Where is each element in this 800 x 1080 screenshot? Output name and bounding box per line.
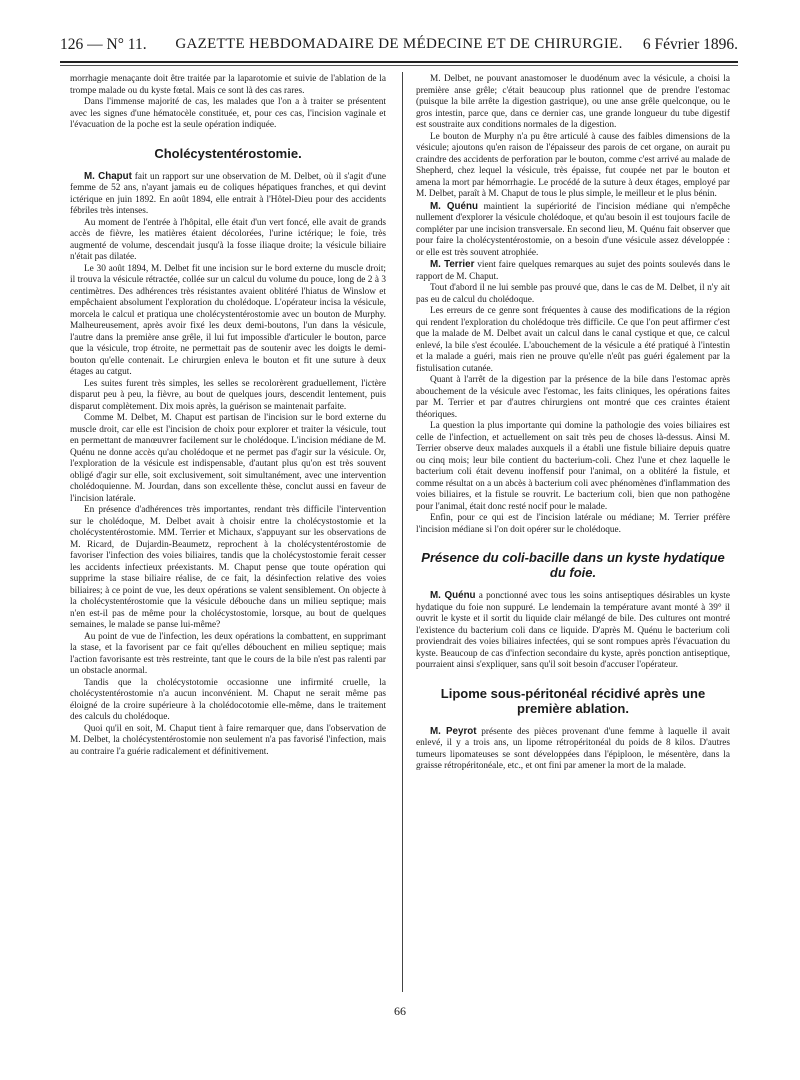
paragraph: M. Peyrot présente des pièces provenant d'une femme à laquelle il avait enlevé, il y a trois ans, un lipome rétropéritonéal du poids de 8 kilos. D'autres tumeurs lipomateuses se sont développées dans l'épiploon, le mésentère, dans la graisse rétropéritonéale, etc., et ont fini par amener la mort de la malade. xyxy=(416,725,730,771)
section-heading: Lipome sous-péritonéal récidivé après une première ablation. xyxy=(440,685,706,716)
section-heading: Présence du coli-bacille dans un kyste hydatique du foie. xyxy=(421,550,725,580)
paragraph: Le 30 août 1894, M. Delbet fit une incision sur le bord externe du muscle droit; il trouva la vésicule rétractée, collée sur un calcul du volume du pouce, long de 2 à 3 centimètres. Des adhérences très résistantes avaient oblitéré l'hiatus de Winslow et empêchaient absolument l'exploration du cholédoque. L'opérateur incisa la vésicule, morcela le calcul et pratiqua une cholécystentérostomie avec un bouton de Murphy. Malheureusement, après avoir fixé les deux demi-boutons, l'un dans la vésicule, l'autre dans la première anse grêle, il lui fut impossible d'articuler le bouton, parce que la vésicule, trop étroite, ne permettait pas de soutenir avec les doigts le demi-bouton qu'elle contenait. Le chirurgien enleva le bouton et fit une suture à deux étages au catgut. xyxy=(70,263,386,377)
right-column xyxy=(416,74,730,1024)
speaker-name: M. Peyrot xyxy=(430,725,477,737)
paragraph: Tandis que la cholécystotomie occasionne une infirmité cruelle, la cholécystentérostomie n'a aucun inconvénient. M. Chaput ne serait même pas éloigné de la croire supérieure à la cholédocotomie elle-même, dans le traitement des calculs du cholédoque. xyxy=(70,677,386,722)
paragraph: La question la plus importante qui domine la pathologie des voies biliaires est celle de l'infection, et actuellement on sait très peu de choses là-dessus. Ainsi M. Terrier observe deux malades auxquels il a établi une fistule biliaire depuis quatre ou cinq mois; leur bile contient du bacterium-coli. Chez l'une et chez laquelle le bacterium coli était devenu inoffensif pour l'animal, on a oblitéré la fistule, et comme résultat on a un abcès à bacterium coli avec phénomènes d'inflammation des voies biliaires, et la fistule se rouvrit. Le bacterium coli, bien que non pathogène pour l'animal, était donc resté nocif pour le malade. xyxy=(416,421,730,512)
speaker-name: M. Terrier xyxy=(430,259,475,270)
paragraph: Au point de vue de l'infection, les deux opérations la combattent, en supprimant la stase, et la favorisent par ce fait qu'elles débouchent en milieu septique; mais l'action favorisante est très restreinte, tant que le cours de la bile n'est pas ralenti par un obstacle anormal. xyxy=(70,631,386,676)
left-column xyxy=(70,74,386,1024)
paragraph: Les erreurs de ce genre sont fréquentes à cause des modifications de la région qui rendent l'exploration du cholédoque très difficile. Ce que l'on peut affirmer c'est que la malade de M. Delbet avait un calcul dans le canal cystique et que, ce calcul enlevé, la bile s'est écoulée. L'abouchement de la vésicule a été pratiqué à l'intestin et la malade a guéri, mais rien ne prouve qu'elle n'eût pas guéri également par la fistulisation cutanée. xyxy=(416,306,730,374)
paragraph: Tout d'abord il ne lui semble pas prouvé que, dans le cas de M. Delbet, il n'y ait pas eu de calcul du cholédoque. xyxy=(416,283,730,305)
column-divider xyxy=(402,72,403,992)
paragraph: En présence d'adhérences très importantes, rendant très difficile l'intervention sur le cholédoque, M. Delbet avait à choisir entre la cholécystostomie et la cholécystentérostomie. MM. Terrier et Michaux, s'appuyant sur les observations de M. Ricard, de Dujardin-Beaumetz, reprochent à la cholécystentérostomie de favoriser l'infection des voies biliaires, tandis que la cholécystostomie ferait cesser les accidents infectieux préexistants. M. Chaput pense que toute opération qui supprime la stase biliaire réalise, de ce fait, la désinfection relative des voies biliaires; à ce point de vue, les deux opérations se valent sensiblement. On objecte à la cholécystentérostomie que la vésicule débouche dans un milieu septique; mais n'en est-il pas de même pour la cholécystostomie, lorsque, au bout de quelques semaines, le malade se panse lui-même? xyxy=(70,505,386,630)
paragraph: morrhagie menaçante doit être traitée par la laparotomie et suivie de l'ablation de la trompe malade ou du kyste fœtal. Mais ce sont là des cas rares. xyxy=(70,74,386,96)
paragraph: Quant à l'arrêt de la digestion par la présence de la bile dans l'estomac après abouchement de la vésicule avec l'estomac, les faits cliniques, les opérations faites par M. Terrier et par d'autres chirurgiens ont montré que ces craintes étaient théoriques. xyxy=(416,375,730,420)
header-rule xyxy=(60,61,738,63)
running-header xyxy=(60,36,738,58)
header-rule-thin xyxy=(60,65,738,66)
paragraph: M. Terrier vient faire quelques remarques au sujet des points soulevés dans le rapport de M. Chaput. xyxy=(416,259,730,282)
journal-title: GAZETTE HEBDOMADAIRE DE MÉDECINE ET DE CHIRURGIE. xyxy=(175,36,623,52)
section-heading: Cholécystentérostomie. xyxy=(154,145,302,161)
paragraph: Les suites furent très simples, les selles se recolorèrent graduellement, l'ictère disparut peu à peu, la fièvre, au bout de quelques jours, descendit lentement, puis disparut complètement. Dix mois après, la guérison se maintenait parfaite. xyxy=(70,378,386,412)
paragraph: M. Quénu maintient la supériorité de l'incision médiane qui n'empêche nullement d'explorer la vésicule cholédoque, et qu'au besoin il est toujours facile de compléter par une incision transversale. En second lieu, M. Quénu fait observer que pour faire la cholécystentérostomie, on a besoin d'une vésicule assez développée : or elle est très souvent atrophiée. xyxy=(416,200,730,258)
issue-date: 6 Février 1896. xyxy=(642,36,738,53)
issue-number: 126 — N° 11. xyxy=(60,36,147,53)
speaker-name: M. Quénu xyxy=(430,590,476,601)
paragraph: Dans l'immense majorité de cas, les malades que l'on a à traiter se présentent avec les signes d'une hématocèle constituée, et, pour ces cas, l'incision vaginale et l'évacuation de la poche est la seule opération indiquée. xyxy=(70,97,386,130)
paragraph: Au moment de l'entrée à l'hôpital, elle était d'un vert foncé, elle avait de grands accès de fièvre, les matières étaient décolorées, l'urine ictérique; le foie, très augmenté de volume, descendait jusqu'à la fosse iliaque droite; la vésicule biliaire n'était pas dilatée. xyxy=(70,217,386,262)
paragraph: M. Quénu a ponctionné avec tous les soins antiseptiques désirables un kyste hydatique du foie non suppuré. Le lendemain la température avant monté à 39° il ouvrit le kyste et il sortit du liquide clair mélangé de bile. Des cultures ont montré l'existence du bacterium coli dans ce liquide. D'après M. Quénu le bacterium coli proviendrait des voies biliaires infectées, qui se sont rompues après l'évacuation du kyste. Beaucoup de cas d'infection secondaire du kyste, après ponction antiseptique, pourraient ainsi s'expliquer, sans qu'il soit besoin d'accuser l'opérateur. xyxy=(416,590,730,670)
paragraph: M. Delbet, ne pouvant anastomoser le duodénum avec la vésicule, a choisi la première anse grêle; c'était beaucoup plus rationnel que de prendre l'estomac (puisque la bile arrête la digestion gastrique), ou une anse grêle quelconque, ou le gros intestin, parce que, dans ce dernier cas, une grande longueur du tube digestif est soustraite aux conditions normales de la digestion. xyxy=(416,74,730,130)
paragraph: Le bouton de Murphy n'a pu être articulé à cause des faibles dimensions de la vésicule; ajoutons qu'en raison de l'épaisseur des parois de cet organe, on aurait pu craindre des accidents de perforation par le bouton, comme c'est arrivé au malade de Shepherd, chez lequel la vésicule, très épaisse, fut coupée net par le bouton et amena la mort par hémorrhagie. Le procédé de la suture à deux étages, employé par M. Delbet, paraît à M. Chaput de tous le plus simple, le meilleur et le plus bénin. xyxy=(416,131,730,199)
page-number: 66 xyxy=(394,1004,406,1018)
speaker-name: M. Chaput xyxy=(84,170,132,182)
paragraph: Quoi qu'il en soit, M. Chaput tient à faire remarquer que, dans l'observation de M. Delbet, la cholécystentérostomie non seulement n'a pas favorisé l'infection, mais au contraire l'a guérie radicalement et définitivement. xyxy=(70,723,386,757)
paragraph: Comme M. Delbet, M. Chaput est partisan de l'incision sur le bord externe du muscle droit, car elle est l'incision de choix pour explorer et traiter la vésicule, tout en permettant de manœuvrer facilement sur le cholédoque. L'incision médiane de M. Quénu ne donne accès qu'au cholédoque et ne permet pas d'agir sur la vésicule. Or, l'exploration de la vésicule est indispensable, d'autant plus qu'on est très souvent obligé d'agir sur elle, soit exclusivement, soit simultanément, avec une intervention cholédoquienne. M. Jourdan, dans son excellente thèse, conclut aussi en faveur de l'incision latérale. xyxy=(70,413,386,504)
paragraph: Enfin, pour ce qui est de l'incision latérale ou médiane; M. Terrier préfère l'incision médiane si l'on doit opérer sur le cholédoque. xyxy=(416,513,730,535)
speaker-name: M. Quénu xyxy=(430,200,478,212)
paragraph: M. Chaput fait un rapport sur une observation de M. Delbet, où il s'agit d'une femme de 52 ans, n'ayant jamais eu de coliques hépatiques franches, et qui devint ictérique en juin 1892. En août 1894, elle entrait à l'Hôtel-Dieu pour des accidents fébriles très intenses. xyxy=(70,170,386,216)
